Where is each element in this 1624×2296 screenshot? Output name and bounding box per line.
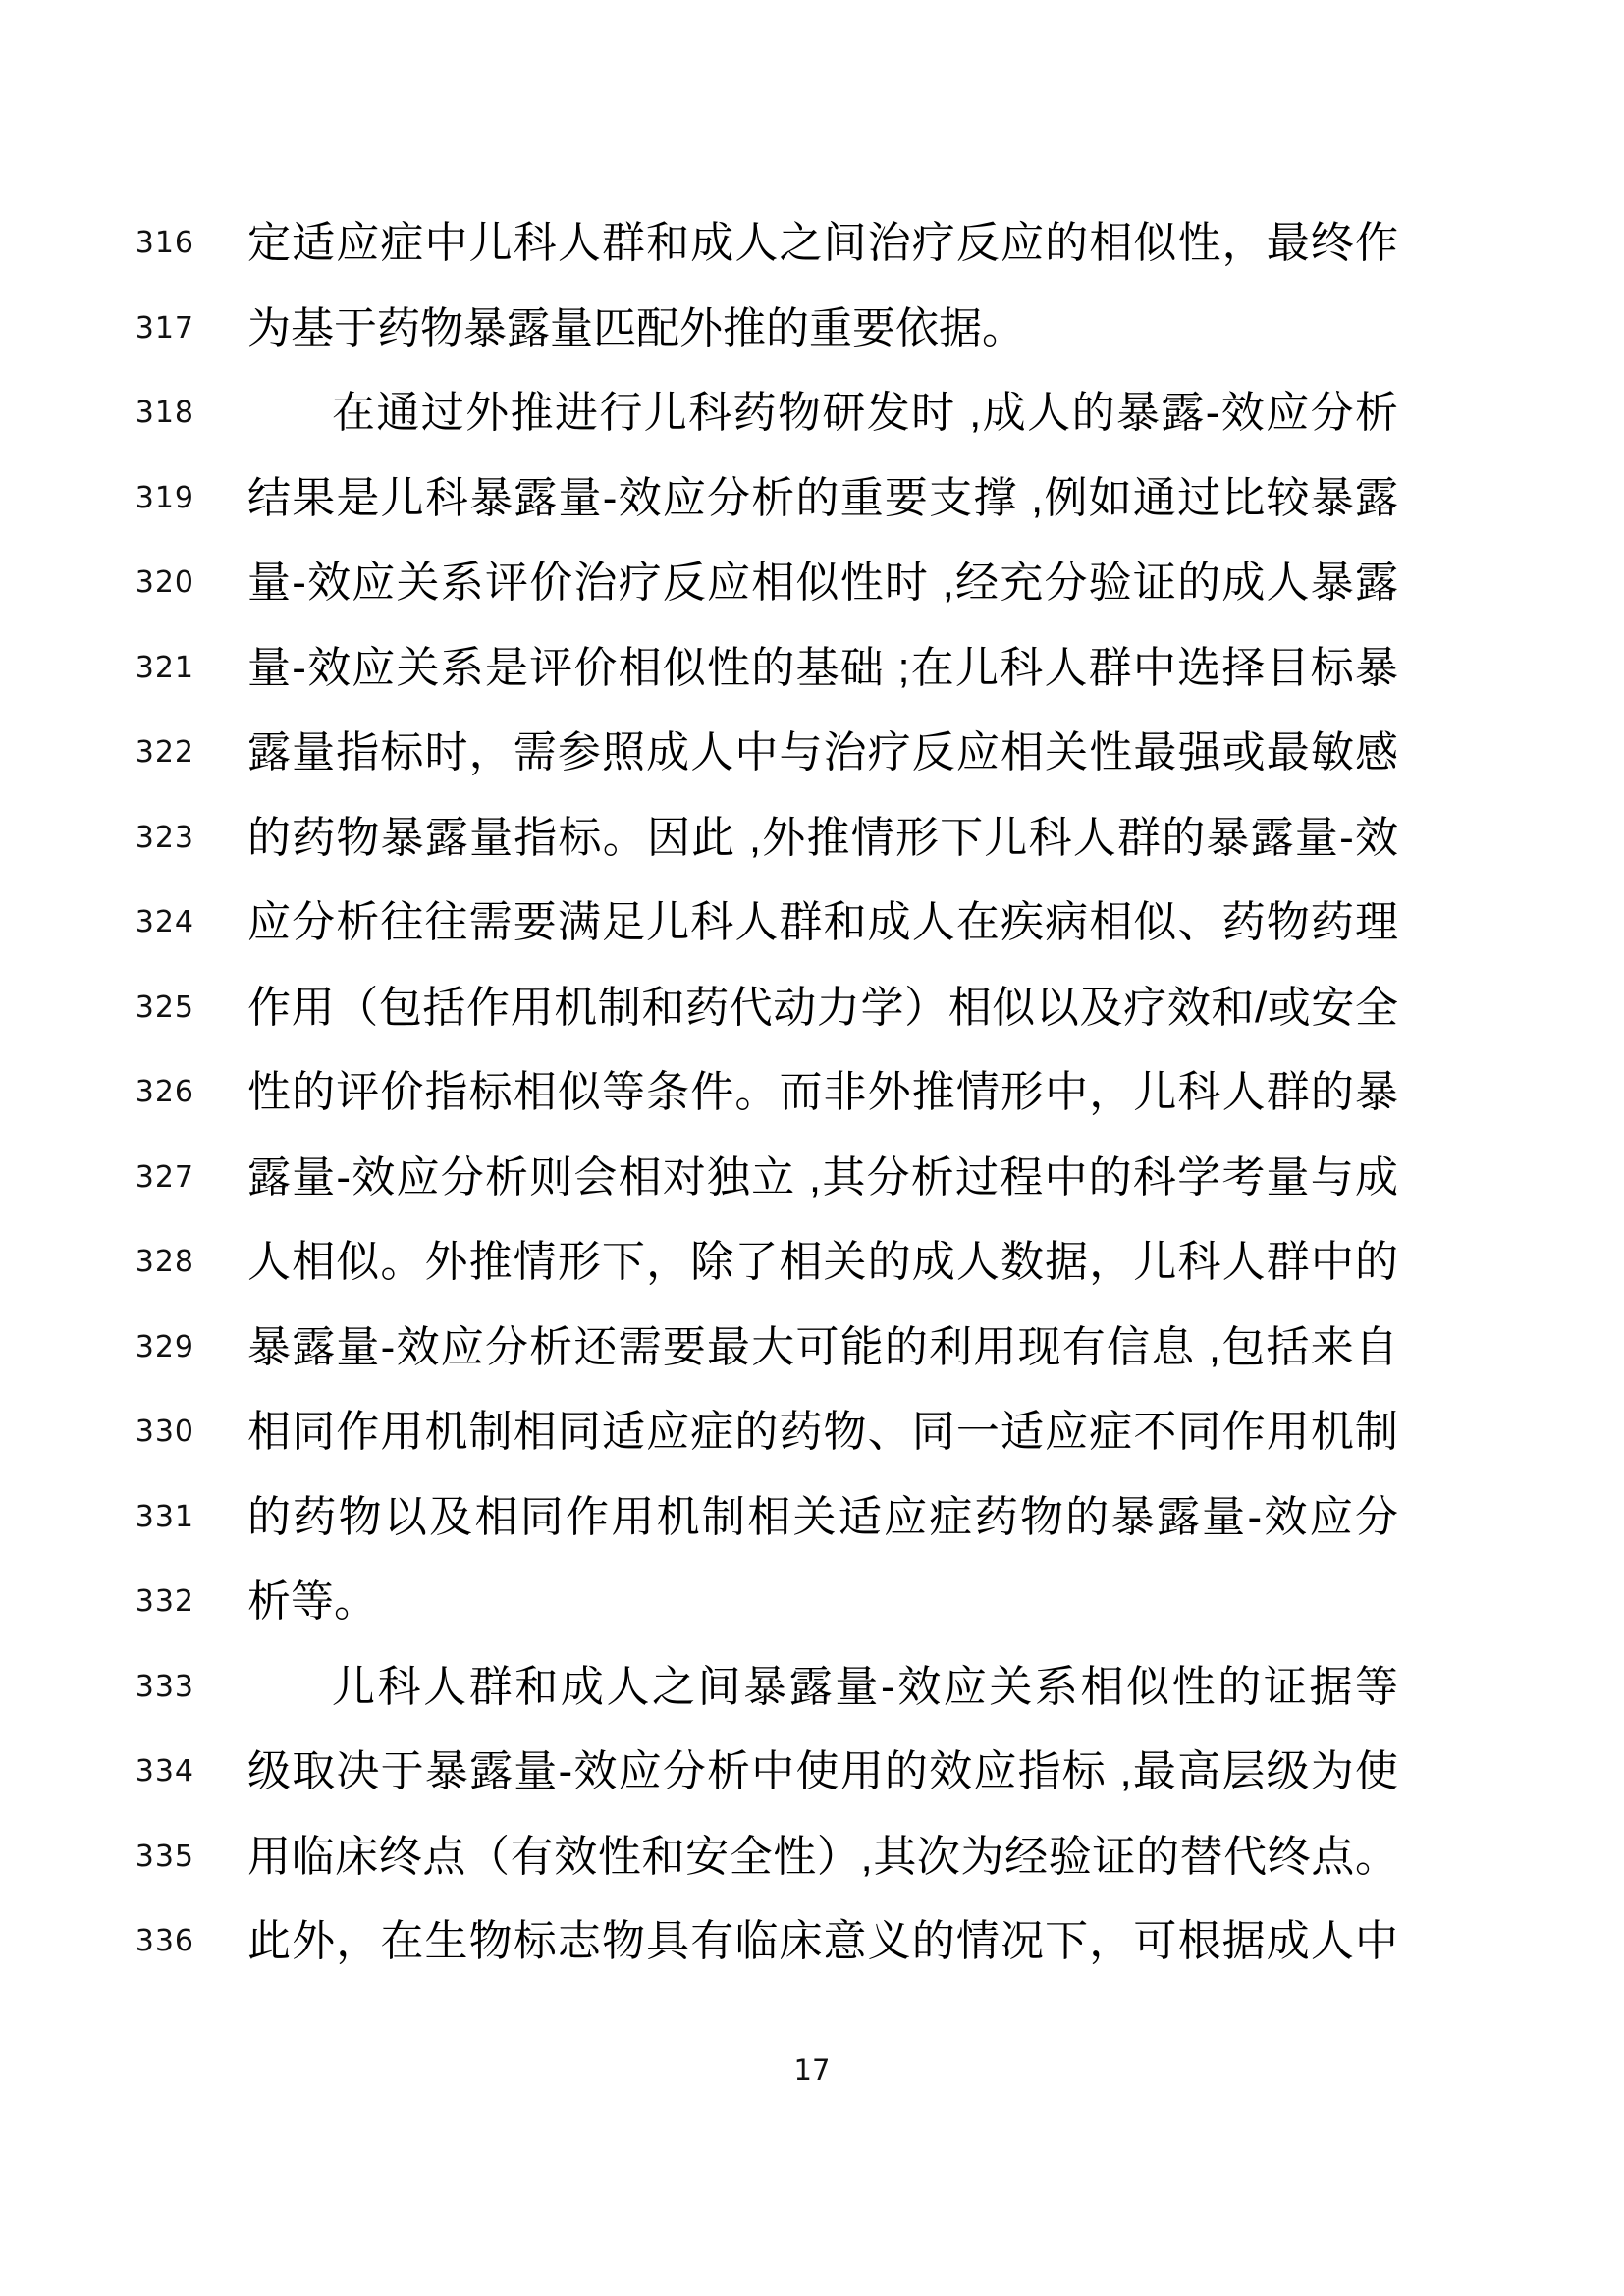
line-number: 335: [135, 1839, 194, 1874]
text-line: [0, 881, 1624, 966]
line-number: 318: [135, 396, 194, 431]
line-number: 321: [135, 650, 194, 685]
text-line: [0, 1560, 1624, 1645]
text-line: [0, 1050, 1624, 1136]
line-number: 320: [135, 565, 194, 601]
line-number: 316: [135, 226, 194, 261]
line-number: 331: [135, 1499, 194, 1534]
line-text: 此外，在生物标志物具有临床意义的情况下，可根据成人中: [247, 1917, 1398, 1965]
text-line: [0, 456, 1624, 542]
line-text: 结果是儿科暴露量-效应分析的重要支撑 ,例如通过比较暴露: [247, 473, 1398, 522]
line-text: 人相似。外推情形下，除了相关的成人数据，儿科人群中的: [247, 1238, 1398, 1286]
line-text: 作用（包括作用机制和药代动力学）相似以及疗效和/或安全: [247, 983, 1398, 1032]
text-line: [0, 1475, 1624, 1561]
line-number: 324: [135, 905, 194, 940]
line-text: 露量-效应分析则会相对独立 ,其分析过程中的科学考量与成: [247, 1152, 1398, 1201]
line-number: 322: [135, 735, 194, 771]
line-text: 量-效应关系是评价相似性的基础 ;在儿科人群中选择目标暴: [247, 643, 1398, 692]
text-line: [0, 711, 1624, 796]
text-line: [0, 1306, 1624, 1391]
line-text: 量-效应关系评价治疗反应相似性时 ,经充分验证的成人暴露: [247, 559, 1398, 607]
line-text: 相同作用机制相同适应症的药物、同一适应症不同作用机制: [247, 1408, 1398, 1456]
line-text: 级取决于暴露量-效应分析中使用的效应指标 ,最高层级为使: [247, 1747, 1398, 1795]
line-number: 334: [135, 1754, 194, 1789]
text-line: [0, 626, 1624, 712]
line-text: 应分析往往需要满足儿科人群和成人在疾病相似、药物药理: [247, 898, 1398, 946]
line-number: 317: [135, 310, 194, 346]
text-line: [0, 966, 1624, 1051]
line-text: 析等。: [247, 1577, 377, 1626]
line-number: 328: [135, 1245, 194, 1280]
line-text: 用临床终点（有效性和安全性）,其次为经验证的替代终点。: [247, 1832, 1398, 1881]
text-line: [0, 796, 1624, 881]
line-text: 性的评价指标相似等条件。而非外推情形中，儿科人群的暴: [247, 1068, 1398, 1116]
line-text: 暴露量-效应分析还需要最大可能的利用现有信息 ,包括来自: [247, 1322, 1398, 1371]
line-number: 333: [135, 1669, 194, 1704]
text-line: [0, 1220, 1624, 1306]
line-text: 儿科人群和成人之间暴露量-效应关系相似性的证据等: [332, 1662, 1398, 1711]
text-line: [0, 1815, 1624, 1900]
line-number: 326: [135, 1075, 194, 1110]
line-number: 330: [135, 1415, 194, 1450]
line-number: 325: [135, 989, 194, 1025]
text-line: [0, 1730, 1624, 1815]
line-text: 为基于药物暴露量匹配外推的重要依据。: [247, 303, 1025, 352]
line-number: 327: [135, 1159, 194, 1195]
line-text: 的药物暴露量指标。因此 ,外推情形下儿科人群的暴露量-效: [247, 813, 1398, 862]
line-number: 336: [135, 1924, 194, 1959]
text-line: [0, 201, 1624, 287]
line-number: 332: [135, 1584, 194, 1620]
line-text: 在通过外推进行儿科药物研发时 ,成人的暴露-效应分析: [332, 389, 1398, 437]
text-line: [0, 287, 1624, 372]
text-line: [0, 371, 1624, 456]
page-number: 17: [793, 2054, 831, 2087]
line-text: 露量指标时，需参照成人中与治疗反应相关性最强或最敏感: [247, 728, 1398, 776]
text-line: [0, 1645, 1624, 1731]
text-line: [0, 1899, 1624, 1985]
line-text: 定适应症中儿科人群和成人之间治疗反应的相似性，最终作: [247, 219, 1398, 267]
text-line: [0, 541, 1624, 626]
line-text: 的药物以及相同作用机制相关适应症药物的暴露量-效应分: [247, 1492, 1398, 1541]
text-lines: [0, 201, 1624, 1985]
line-number: 319: [135, 480, 194, 515]
text-line: [0, 1390, 1624, 1475]
text-line: [0, 1136, 1624, 1221]
line-number: 323: [135, 820, 194, 855]
line-number: 329: [135, 1329, 194, 1364]
